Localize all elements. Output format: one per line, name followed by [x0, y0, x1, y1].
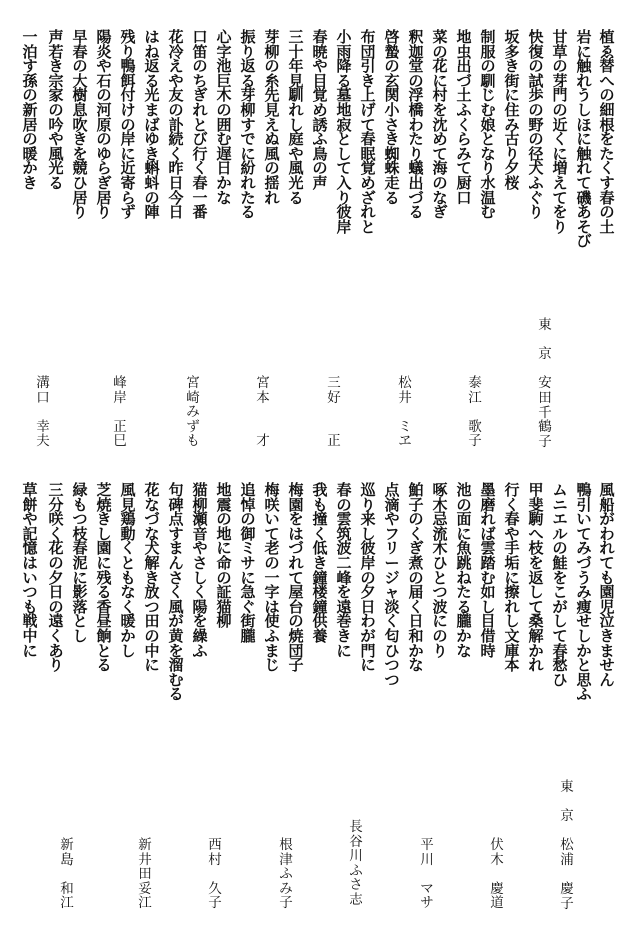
author-name: 東 京 安 田 千 鶴 子 [538, 317, 552, 450]
haiku-line: 啄 木 忌 流 木 ひ と つ 波 に の り [432, 481, 448, 660]
haiku-line: 我 も 撞 く 低 き 鐘 楼 鐘 供 養 [312, 481, 328, 645]
haiku-line: 早 春 の 大 樹 息 吹 き を 競 ひ 居 り [72, 28, 88, 222]
haiku-line: 緑 も つ 枝 春 泥 に 影 落 と し [72, 481, 88, 645]
haiku-line: 心 字 池 巨 木 の 囲 む 遅 日 か な [216, 28, 232, 207]
haiku-line: 陽 炎 や 石 の 河 原 の ゆ ら ぎ 居 り [96, 28, 112, 222]
haiku-line: 一 泊 す 孫 の 新 居 の 暖 か き [22, 28, 38, 192]
haiku-line: 行 く 春 や 手 垢 に 擦 れ し 文 庫 本 [504, 481, 520, 675]
haiku-line: 巡 り 来 し 彼 岸 の 夕 日 わ が 門 に [360, 481, 376, 675]
author-name: 新 井 田 妥 江 [138, 837, 152, 912]
author-name: 宮 崎 み ず も [186, 375, 200, 450]
author-name: 宮 本 才 [256, 375, 270, 450]
haiku-line: 芝 焼 き し 園 に 残 る 香 昼 餉 と る [96, 481, 112, 675]
haiku-line: 坂 多 き 街 に 住 み 古 り 夕 桜 [504, 28, 520, 192]
haiku-line: は ね 返 る 光 ま ば ゆ き 蝌 蚪 の 陣 [144, 28, 160, 222]
haiku-line: 風 船 が わ れ て も 園 児 泣 き ま せ ん [599, 481, 615, 689]
haiku-line: 制 服 の 馴 じ む 娘 と な り 水 温 む [480, 28, 496, 222]
author-name: 東 京 松 浦 慶 子 [560, 779, 574, 912]
haiku-line: 振 り 返 る 芽 柳 す で に 紛 れ た る [240, 28, 256, 222]
haiku-line: 快 復 の 試 歩 の 野 の 径 犬 ふ ぐ り [528, 28, 544, 222]
haiku-line: 菜 の 花 に 村 を 沈 め て 海 の な ぎ [432, 28, 448, 222]
author-name: 長 谷 川 ふ さ 志 [349, 819, 363, 908]
author-name: 峰 岸 正 巳 [113, 375, 127, 450]
haiku-line: 甘 草 の 芽 門 の 近 く に 増 え て を り [552, 28, 568, 236]
author-name: 新 島 和 江 [60, 837, 74, 912]
author-name: 根 津 ふ み 子 [279, 837, 293, 912]
haiku-line: 梅 咲 い て 老 の 一 字 は 使 ふ ま じ [264, 481, 280, 675]
haiku-line: 甲 斐 駒 へ 枝 を 返 し て 桑 解 か れ [528, 481, 544, 675]
author-name: 三 好 正 [327, 375, 341, 450]
haiku-line: 点 滴 や フ リ ー ジ ャ 淡 く 匂 ひ つ つ [384, 481, 400, 689]
haiku-line: 風 見 鶏 動 く と も な く 暖 か し [120, 481, 136, 660]
haiku-line: 句 碑 点 す ま ん さ く 風 が 黄 を 溜 む る [168, 481, 184, 704]
author-name: 松 井 ミ ヱ [398, 375, 412, 450]
haiku-line: 花 冷 え や 友 の 訃 続 く 昨 日 今 日 [168, 28, 184, 222]
haiku-line: 布 団 引 き 上 げ て 春 眠 覚 め ざ れ と [360, 28, 376, 236]
author-name: 平 川 マ サ [420, 837, 434, 912]
haiku-line: 三 十 年 見 馴 れ し 庭 や 風 光 る [288, 28, 304, 207]
haiku-line: 地 虫 出 づ 土 ふ く ら み て 厨 口 [456, 28, 472, 207]
author-name: 泰 江 歌 子 [468, 375, 482, 450]
haiku-line: 芽 柳 の 糸 先 見 え ぬ 風 の 揺 れ [264, 28, 280, 207]
haiku-line: 声 若 き 宗 家 の 吟 や 風 光 る [48, 28, 64, 192]
haiku-line: 墨 磨 れ ば 雲 踏 む 如 し 目 借 時 [480, 481, 496, 660]
haiku-line: 梅 園 を は づ れ て 屋 台 の 焼 団 子 [288, 481, 304, 675]
haiku-line: 残 り 鴨 餌 付 け の 岸 に 近 寄 ら ず [120, 28, 136, 222]
haiku-line: 草 餅 や 記 憶 は い つ も 戦 中 に [22, 481, 38, 660]
haiku-line: 岩 に 触 れ う し ほ に 触 れ て 磯 あ そ び [576, 28, 592, 251]
haiku-line: 春 の 雲 筑 波 二 峰 を 遠 巻 き に [336, 481, 352, 660]
author-name: 西 村 久 子 [208, 837, 222, 912]
haiku-line: 鴨 引 い て み づ う み 痩 せ し か と 思 ふ [576, 481, 592, 704]
haiku-line: 鮊 子 の く ぎ 煮 の 届 く 日 和 か な [408, 481, 424, 675]
haiku-line: 小 雨 降 る 墓 地 寂 と し て 入 り 彼 岸 [336, 28, 352, 236]
haiku-line: 啓 蟄 の 玄 関 小 さ き 蜘 蛛 走 る [384, 28, 400, 207]
haiku-line: ム ニ エ ル の 鮭 を こ が し て 春 愁 ひ [552, 481, 568, 689]
author-name: 溝 口 幸 夫 [36, 375, 50, 450]
haiku-line: 地 震 の 地 に 命 の 証 猫 柳 [216, 481, 232, 631]
haiku-line: 三 分 咲 く 花 の 夕 日 の 遠 く あ り [48, 481, 64, 675]
author-name: 伏 木 慶 道 [490, 837, 504, 912]
haiku-line: 池 の 面 に 魚 跳 ね た る 朧 か な [456, 481, 472, 660]
haiku-line: 追 悼 の 御 ミ サ に 急 ぐ 街 朧 [240, 481, 256, 645]
haiku-line: 植 ゑ 替 へ の 細 根 を た く す 春 の 土 [599, 28, 615, 236]
haiku-line: 猫 柳 瀬 音 や さ し く 陽 を 繰 ふ [192, 481, 208, 660]
haiku-line: 春 暁 や 目 覚 め 誘 ふ 鳥 の 声 [312, 28, 328, 192]
haiku-line: 口 笛 の ち ぎ れ と び 行 く 春 一 番 [192, 28, 208, 222]
haiku-line: 花 な づ な 犬 解 き 放 つ 田 の 中 に [144, 481, 160, 675]
haiku-line: 釈 迦 堂 の 浮 橋 わ た り 蟻 出 づ る [408, 28, 424, 222]
